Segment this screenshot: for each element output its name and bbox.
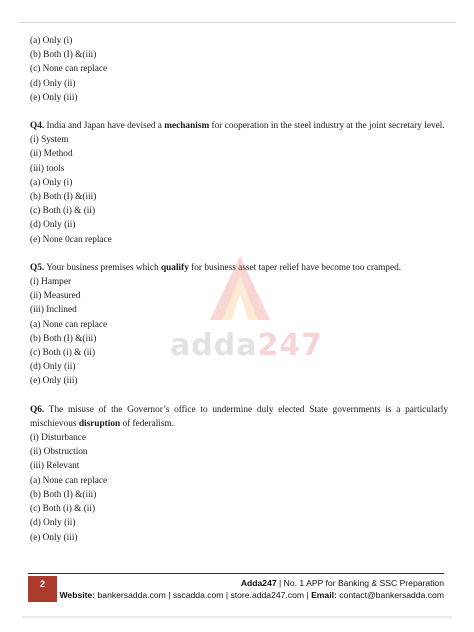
option-line: (d) Only (ii) [30,362,76,373]
option-line: (b) Both (I) &(iii) [30,50,97,61]
option-line: (d) Only (ii) [30,518,76,529]
question-keyword: mechanism [164,121,210,132]
option-line: (a) None can replace [30,475,108,486]
option-line: (e) Only (iii) [30,92,78,103]
question-stem: Your business premises which [44,262,161,273]
question-text [30,119,448,133]
question-keyword: disruption [78,418,121,429]
option-line: (e) None 0can replace [30,234,112,245]
top-divider [18,22,456,23]
question-stem: of federalism. [120,418,175,429]
footer-contact-line [59,590,444,602]
q3-options [30,34,448,105]
option-line: (i) System [30,135,69,146]
option-line: (iii) Inclined [30,305,77,316]
option-line: (b) Both (I) &(iii) [30,489,97,500]
watermark-brand-main: adda [170,328,258,363]
option-line: (c) Both (i) & (ii) [30,206,96,217]
adda247-watermark [170,250,324,370]
option-line: (b) Both (I) &(iii) [30,192,97,203]
question-stem: for business asset taper relief have become too cramped. [188,262,402,273]
option-line: (c) Both (i) & (ii) [30,504,96,515]
option-line: (e) Only (iii) [30,376,78,387]
option-line: (b) Both (I) &(iii) [30,333,97,344]
option-line: (e) Only (iii) [30,532,78,543]
question-stem: India and Japan have devised a [44,121,165,132]
option-line: (a) None can replace [30,319,108,330]
option-line: (d) Only (ii) [30,220,76,231]
question-6 [30,403,448,545]
question-number: Q5. [30,262,45,273]
page-bottom-edge [22,616,452,620]
option-line: (ii) Obstruction [30,447,88,458]
question-4 [30,119,448,247]
footer-brand-line [59,578,444,590]
website-label: Website: [59,589,96,600]
option-line: (iii) Relevant [30,461,80,472]
email-label: Email: [311,589,337,600]
option-line: (c) Both (i) & (ii) [30,348,96,359]
question-stem: for cooperation in the steel industry at the joint secretary level. [209,121,445,132]
footer-tagline: | No. 1 APP for Banking & SSC Preparation [276,578,444,588]
option-line: (ii) Method [30,149,73,160]
footer-divider [28,573,444,574]
footer [59,578,444,601]
option-line: (a) Only (i) [30,36,73,46]
question-text [30,403,448,431]
website-links[interactable]: bankersadda.com | sscadda.com | store.adda247.com | [95,589,312,600]
option-line: (ii) Measured [30,291,81,302]
question-number: Q6. [30,404,45,415]
flame-logo-icon [170,250,310,330]
question-stem: The misuse of the Governor’s office to undermine duly elected State governments is a particularly mischievous [30,404,448,429]
watermark-brand-accent: 247 [257,328,324,363]
email-link[interactable]: contact@bankersadda.com [336,589,444,600]
footer-brand: Adda247 [240,578,277,588]
option-line: (c) None can replace [30,64,108,75]
option-line: (i) Hamper [30,277,72,288]
watermark-brand [170,328,324,363]
question-number: Q4. [30,121,45,132]
option-line: (d) Only (ii) [30,78,76,89]
option-line: (a) Only (i) [30,177,73,188]
question-keyword: qualify [160,262,189,273]
page-number-badge: 2 [28,576,57,602]
option-line: (i) Disturbance [30,433,87,444]
option-line: (iii) tools [30,163,65,174]
